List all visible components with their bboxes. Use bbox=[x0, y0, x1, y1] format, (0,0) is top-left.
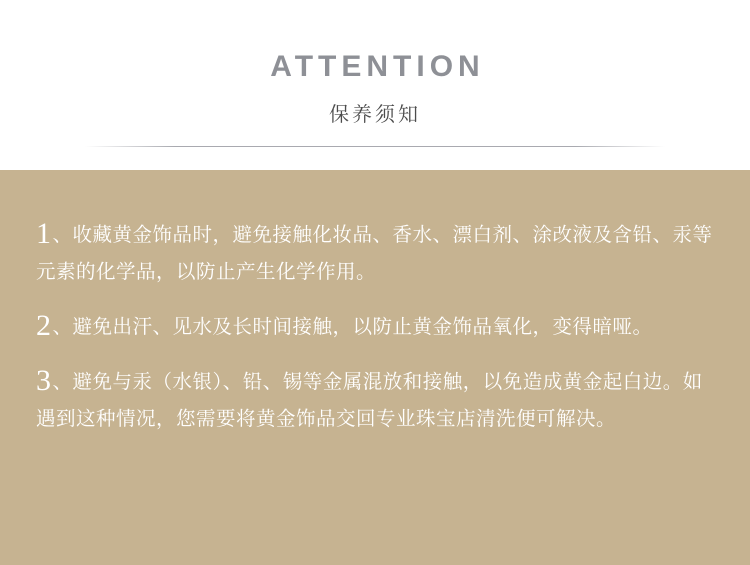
list-item bbox=[36, 363, 722, 437]
list-item-text: 、收藏黄金饰品时，避免接触化妆品、香水、漂白剂、涂改液及含铅、汞等元素的化学品，以防止产生化学作用。 bbox=[36, 222, 713, 283]
page-header bbox=[0, 0, 750, 170]
list-item bbox=[36, 308, 722, 345]
page-title-chinese: 保养须知 bbox=[329, 102, 421, 126]
list-item-number: 3 bbox=[36, 363, 52, 397]
list-item-number: 1 bbox=[36, 216, 52, 250]
page-title-english: ATTENTION bbox=[270, 50, 485, 83]
list-item-number: 2 bbox=[36, 308, 52, 342]
header-divider bbox=[175, 146, 575, 147]
list-item bbox=[36, 216, 722, 290]
list-item-text: 、避免与汞（水银）、铅、锡等金属混放和接触，以免造成黄金起白边。如遇到这种情况，您需要将黄金饰品交回专业珠宝店清洗便可解决。 bbox=[36, 369, 703, 430]
notes-panel bbox=[0, 170, 750, 565]
list-item-text: 、避免出汗、见水及长时间接触，以防止黄金饰品氧化，变得暗哑。 bbox=[52, 314, 653, 338]
